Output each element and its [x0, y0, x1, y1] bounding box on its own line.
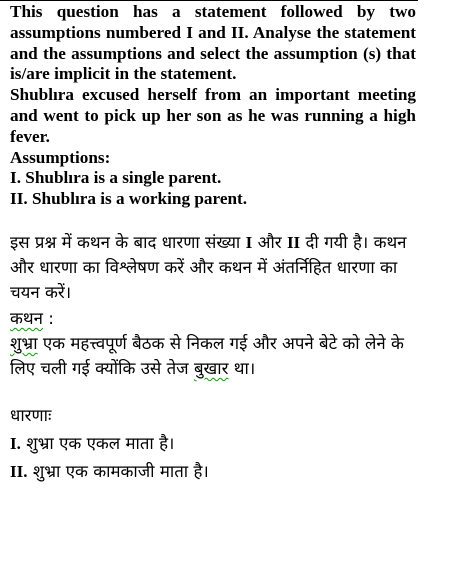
hindi-connector: और — [252, 232, 287, 252]
hindi-assumptions-heading — [10, 403, 418, 428]
hindi-statement-rest-a: एक महत्त्वपूर्ण बैठक से निकल गई और अपने बेटे को लेने के लिए चली गई क्योंकि उसे तेज — [10, 333, 404, 378]
hindi-numeral-2: II — [286, 233, 301, 252]
hindi-numeral-1: I — [245, 233, 253, 252]
hindi-assumption-2 — [10, 459, 418, 484]
hindi-statement-heading-word: कथन — [10, 308, 43, 328]
english-assumption-2: II. Shublıra is a working parent. — [10, 189, 248, 209]
hindi-instruction — [10, 230, 418, 305]
hindi-statement-heading — [10, 306, 418, 331]
english-assumption-1: I. Shublıra is a single parent. — [10, 168, 222, 188]
hindi-instruction-part-a: इस प्रश्न में कथन के बाद धारणा संख्या — [10, 232, 246, 252]
hindi-assumption-2-text: शुभ्रा एक कामकाजी माता है। — [27, 461, 209, 481]
hindi-statement-word-1: शुभ्रा — [10, 333, 38, 353]
english-instruction: This question has a statement followed by two assumptions numbered I and II. Analyse the statement and the assumptions and select the assumption (s) that is/are implicit in the statement. — [10, 2, 416, 84]
hindi-statement — [10, 331, 418, 381]
top-border-line — [0, 0, 418, 1]
hindi-instruction-part-b: दी गयी है। कथन और धारणा का विश्लेषण करें और कथन में अंतर्निहित धारणा का चयन करें। — [10, 232, 407, 302]
hindi-assumptions-heading-text: धारणाः — [10, 405, 52, 425]
hindi-assumption-1 — [10, 431, 418, 456]
hindi-assumption-1-numeral: I. — [10, 434, 21, 453]
hindi-statement-word-2: बुखार — [193, 358, 229, 378]
english-question-block — [10, 2, 416, 210]
hindi-statement-heading-suffix: : — [42, 308, 54, 328]
hindi-assumption-2-numeral: II. — [10, 462, 28, 481]
hindi-statement-rest-b: था। — [228, 358, 256, 378]
hindi-assumption-1-text: शुभ्रा एक एकल माता है। — [20, 433, 175, 453]
english-statement: Shublıra excused herself from an important meeting and went to pick up her son as he was running a high fever. — [10, 85, 416, 146]
english-assumptions-heading: Assumptions: — [10, 147, 111, 167]
